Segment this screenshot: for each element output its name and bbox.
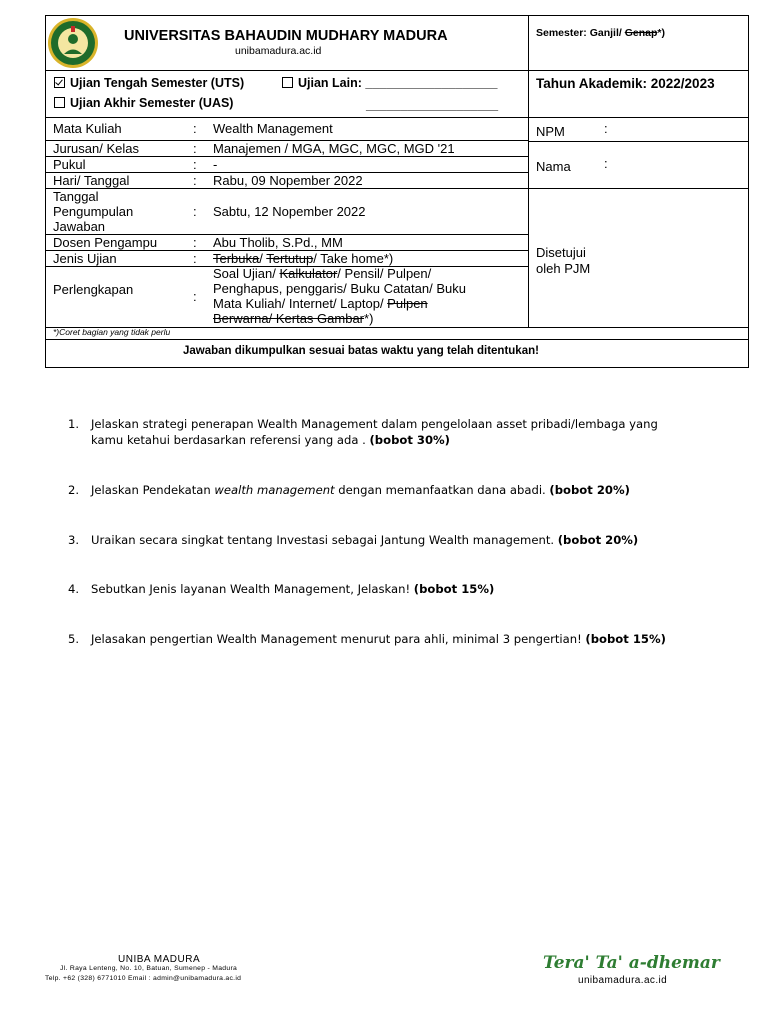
- footer-contact: Telp. +62 (328) 6771010 Email : admin@unibamadura.ac.id: [45, 975, 242, 982]
- question-3: [68, 532, 708, 548]
- question-number: 1.: [68, 417, 80, 431]
- jenis-sep: /: [259, 251, 267, 266]
- jenis-terbuka-struck: Terbuka: [213, 251, 260, 266]
- pulpen-struck: Pulpen: [387, 296, 428, 311]
- question-weight: (bobot 15%): [413, 582, 495, 596]
- semester-field: [536, 28, 665, 39]
- question-number: 3.: [68, 533, 80, 547]
- dosen-value: Abu Tholib, S.Pd., MM: [213, 235, 343, 250]
- perlengkapan-line-1: [213, 267, 431, 280]
- semester-suffix: *): [657, 27, 665, 39]
- disetujui-label-1: Disetujui: [536, 245, 586, 260]
- uas-label: Ujian Akhir Semester (UAS): [70, 96, 234, 110]
- tanggal-pengumpulan-label-3: Jawaban: [53, 219, 106, 234]
- ujian-lain-option[interactable]: [282, 77, 497, 90]
- jenis-tertutup-struck: Tertutup: [266, 251, 314, 266]
- jenis-ujian-value: [213, 252, 393, 265]
- question-text: [91, 581, 708, 597]
- colon: :: [193, 204, 197, 219]
- question-text: [91, 532, 708, 548]
- footer-website: unibamadura.ac.id: [578, 975, 668, 986]
- perlengkapan-line-4: [213, 312, 373, 325]
- perlengkapan-line-2: Penghapus, penggaris/ Buku Catatan/ Buku: [213, 281, 466, 296]
- footer-address: Jl. Raya Lenteng, No. 10, Batuan, Sumenep - Madura: [60, 965, 238, 972]
- tanggal-pengumpulan-value: Sabtu, 12 Nopember 2022: [213, 204, 366, 219]
- npm-label: NPM: [536, 124, 565, 139]
- question-number: 5.: [68, 632, 80, 646]
- ujian-lain-label: Ujian Lain: ___________________: [298, 76, 498, 90]
- uts-label: Ujian Tengah Semester (UTS): [70, 76, 245, 90]
- colon: :: [193, 251, 197, 266]
- berwarna-struck: Berwarna/ Kertas Gambar: [213, 311, 365, 326]
- jenis-ujian-label: Jenis Ujian: [53, 251, 117, 266]
- question-text: Jelaskan Pendekatan: [91, 483, 215, 497]
- pukul-value: -: [213, 157, 218, 172]
- question-number: 4.: [68, 582, 80, 596]
- footer-name: UNIBA MADURA: [118, 954, 201, 965]
- question-text: Sebutkan Jenis layanan Wealth Management, Jelaskan!: [91, 582, 414, 596]
- colon: :: [193, 289, 197, 304]
- semester-prefix: Semester: Ganjil/: [536, 27, 625, 39]
- disetujui-label-2: oleh PJM: [536, 261, 591, 276]
- nama-label: Nama: [536, 159, 571, 174]
- perl-text: Mata Kuliah/ Internet/ Laptop/: [213, 296, 388, 311]
- colon: :: [193, 235, 197, 250]
- question-text: kamu ketahui berdasarkan referensi yang ada .: [91, 433, 370, 447]
- perl-text: Soal Ujian/: [213, 266, 280, 281]
- dosen-label: Dosen Pengampu: [53, 235, 158, 250]
- npm-colon: :: [604, 121, 608, 136]
- question-weight: (bobot 15%): [585, 632, 666, 646]
- question-text: dengan memanfaatkan dana abadi.: [334, 483, 550, 497]
- nama-colon: :: [604, 156, 608, 171]
- question-text: Uraikan secara singkat tentang Investasi sebagai Jantung Wealth management.: [91, 533, 558, 547]
- ujian-lain-checkbox[interactable]: [282, 77, 293, 88]
- perl-text: *): [364, 311, 374, 326]
- question-5: [68, 631, 708, 647]
- university-logo: [47, 17, 99, 69]
- question-italic: wealth management: [214, 483, 335, 497]
- colon: :: [193, 121, 197, 136]
- question-number: 2.: [68, 483, 80, 497]
- jurusan-value: Manajemen / MGA, MGC, MGC, MGD '21: [213, 141, 455, 156]
- colon: :: [193, 141, 197, 156]
- perlengkapan-label: Perlengkapan: [53, 282, 134, 297]
- question-text: Jelaskan strategi penerapan Wealth Management dalam pengelolaan asset pribadi/lembaga yang: [91, 417, 658, 431]
- tanggal-pengumpulan-label-2: Pengumpulan: [53, 204, 134, 219]
- university-website: unibamadura.ac.id: [235, 45, 322, 57]
- question-2: [68, 482, 708, 498]
- perl-text: / Pensil/ Pulpen/: [337, 266, 432, 281]
- university-name: UNIVERSITAS BAHAUDIN MUDHARY MADURA: [124, 28, 448, 44]
- kalkulator-struck: Kalkulator: [279, 266, 338, 281]
- jenis-take-home: / Take home*): [313, 251, 394, 266]
- colon: :: [193, 157, 197, 172]
- tanggal-pengumpulan-label-1: Tanggal: [53, 189, 99, 204]
- perlengkapan-line-3: [213, 297, 428, 310]
- question-text: [91, 482, 708, 498]
- hari-label: Hari/ Tanggal: [53, 173, 130, 188]
- uas-option[interactable]: [54, 97, 233, 110]
- mata-kuliah-value: Wealth Management: [213, 121, 333, 136]
- ujian-lain-line2: ___________________: [366, 98, 499, 112]
- question-4: [68, 581, 708, 597]
- submission-banner: Jawaban dikumpulkan sesuai batas waktu yang telah ditentukan!: [183, 345, 539, 357]
- colon: :: [193, 173, 197, 188]
- pukul-label: Pukul: [53, 157, 86, 172]
- jurusan-label: Jurusan/ Kelas: [53, 141, 139, 156]
- question-weight: (bobot 30%): [369, 433, 450, 447]
- hari-value: Rabu, 09 Nopember 2022: [213, 173, 363, 188]
- semester-genap-struck: Genap: [624, 27, 658, 39]
- question-weight: (bobot 20%): [557, 533, 639, 547]
- coret-note: *)Coret bagian yang tidak perlu: [53, 327, 171, 337]
- question-text: [91, 631, 708, 647]
- question-weight: (bobot 20%): [549, 483, 630, 497]
- footer-motto: Tera' Ta' a-dhemar: [543, 953, 720, 973]
- question-text: Jelasakan pengertian Wealth Management menurut para ahli, minimal 3 pengertian!: [91, 632, 586, 646]
- uts-option[interactable]: [54, 77, 244, 90]
- mata-kuliah-label: Mata Kuliah: [53, 121, 122, 136]
- question-text-line-2: [91, 432, 708, 448]
- tahun-akademik: Tahun Akademik: 2022/2023: [536, 76, 715, 91]
- question-1: [68, 416, 708, 448]
- uas-checkbox[interactable]: [54, 97, 65, 108]
- uts-checkbox[interactable]: [54, 77, 65, 88]
